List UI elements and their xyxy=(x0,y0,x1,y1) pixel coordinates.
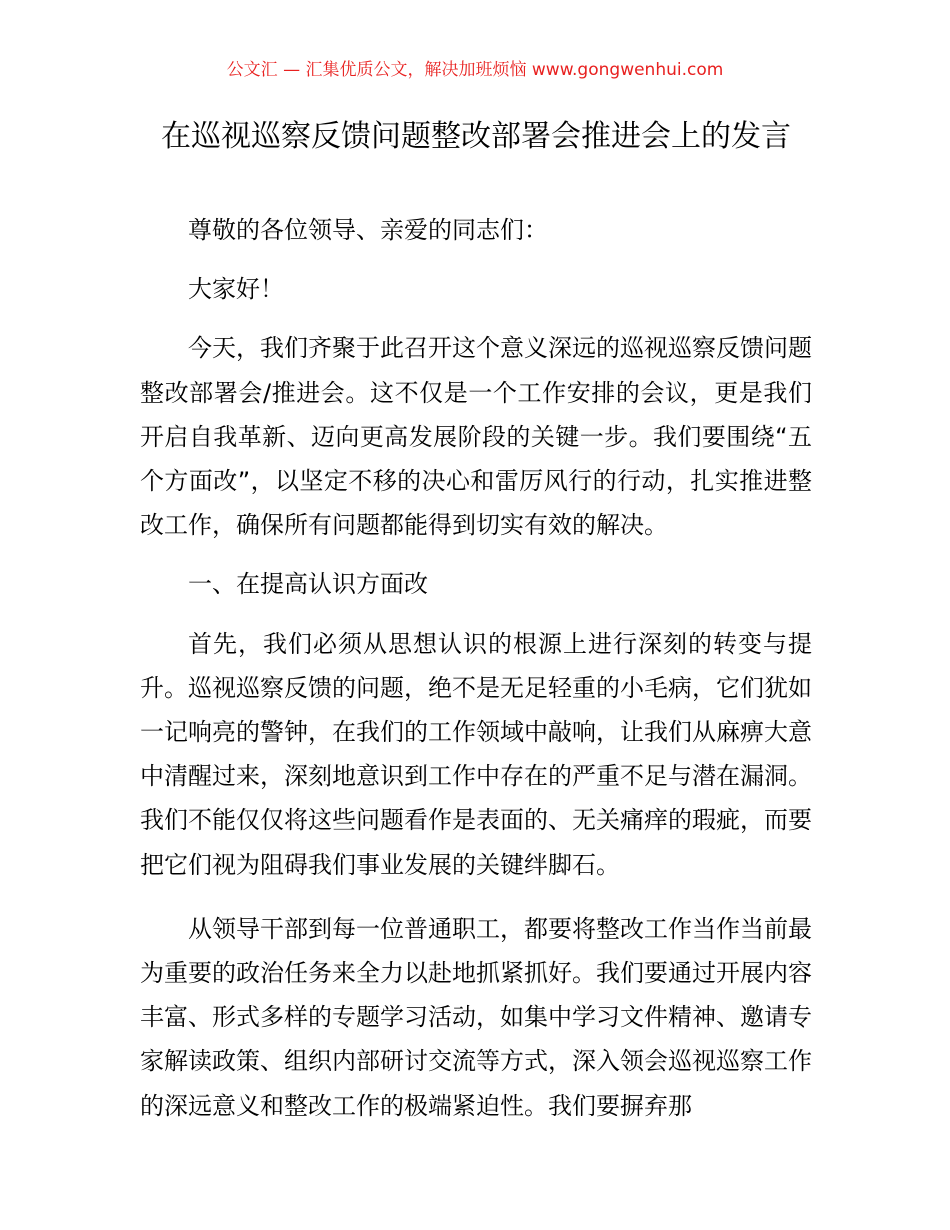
paragraph-section-1: 首先，我们必须从思想认识的根源上进行深刻的转变与提升。巡视巡察反馈的问题，绝不是无足轻重的小毛病，它们犹如一记响亮的警钟，在我们的工作领域中敲响，让我们从麻痹大意中清醒过来，深刻地意识到工作中存在的严重不足与潜在漏洞。我们不能仅仅将这些问题看作是表面的、无关痛痒的瑕疵，而要把它们视为阻碍我们事业发展的关键绊脚石。 xyxy=(140,629,812,879)
document-title: 在巡视巡察反馈问题整改部署会推进会上的发言 xyxy=(161,119,791,154)
paragraph-intro: 今天，我们齐聚于此召开这个意义深远的巡视巡察反馈问题整改部署会/推进会。这不仅是一个工作安排的会议，更是我们开启自我革新、迈向更高发展阶段的关键一步。我们要围绕“五个方面改”，以坚定不移的决心和雷厉风行的行动，扎实推进整改工作，确保所有问题都能得到切实有效的解决。 xyxy=(140,334,812,540)
paragraph-section-1-continued: 从领导干部到每一位普通职工，都要将整改工作当作当前最为重要的政治任务来全力以赴地抓紧抓好。我们要通过开展内容丰富、形式多样的专题学习活动，如集中学习文件精神、邀请专家解读政策、组织内部研讨交流等方式，深入领会巡视巡察工作的深远意义和整改工作的极端紧迫性。我们要摒弃那 xyxy=(140,914,812,1120)
site-banner: 公文汇 — 汇集优质公文，解决加班烦恼 www.gongwenhui.com xyxy=(226,60,724,80)
greeting: 大家好！ xyxy=(188,275,284,304)
salutation: 尊敬的各位领导、亲爱的同志们： xyxy=(188,216,548,244)
document-body xyxy=(140,208,812,1128)
section-heading-1: 一、在提高认识方面改 xyxy=(188,570,428,599)
